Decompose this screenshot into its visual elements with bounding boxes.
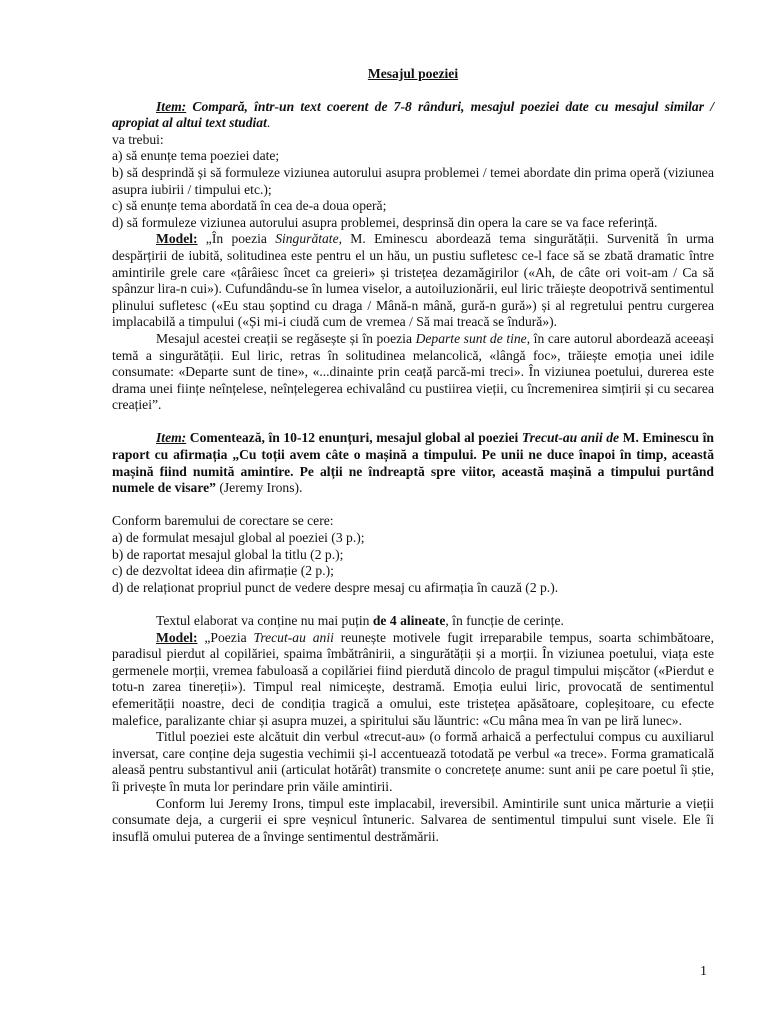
model1-poem-title: Singurătate, bbox=[275, 231, 343, 247]
page-number: 1 bbox=[700, 964, 707, 979]
model2-label: Model: bbox=[156, 629, 198, 645]
item1-label: Item: bbox=[156, 98, 187, 114]
model2-paragraph-3: Conform lui Jeremy Irons, timpul este implacabil, ireversibil. Amintirile sunt unica mărturie a vieții consumate deja, a curgerii ei spre veșnicul întuneric. Salvarea de sentimentul timpului sunt visele. Ele îi insuflă omului puterea de a învinge sentimentul destrămării. bbox=[112, 795, 714, 844]
item2-text-1: Comentează, în 10-12 enunțuri, mesajul global al poeziei bbox=[186, 430, 522, 446]
requirement-d: d) să formuleze viziunea autorului asupra problemei, desprinsă din opera la care se va face referință. bbox=[112, 214, 658, 230]
item1-paragraph bbox=[112, 99, 714, 132]
spacer bbox=[112, 596, 714, 613]
item2-text-3: M. Eminescu în raport cu afirmația „Cu toții avem câte o mașină a timpului. Pe unii ne duce înapoi în timp, această mașină fiind numită amintire. Pe alții ne îndreaptă spre viitor, această mașină a timpului purtând numele de visare” bbox=[112, 430, 714, 496]
document-page bbox=[112, 66, 714, 845]
requirement-a: a) să enunțe tema poeziei date; bbox=[112, 148, 280, 164]
barem-a: a) de formulat mesajul global al poeziei (3 p.); bbox=[112, 530, 365, 546]
barem-d: d) de relaționat propriul punct de vedere despre mesaj cu afirmația în cauză (2 p.). bbox=[112, 579, 559, 595]
note-a: Textul elaborat va conține nu mai puțin bbox=[156, 613, 373, 628]
model2-paragraph-1 bbox=[112, 630, 714, 730]
item1-end: . bbox=[266, 115, 271, 131]
note-paragraph bbox=[112, 613, 714, 630]
model1-text-a: „În poezia bbox=[197, 231, 276, 247]
item2-paragraph bbox=[112, 430, 714, 496]
model1-paragraph-2 bbox=[112, 331, 714, 414]
item2-label: Item: bbox=[156, 430, 187, 446]
requirements-intro: va trebui: bbox=[112, 131, 164, 147]
model1-paragraph-1 bbox=[112, 231, 714, 331]
requirement-b: b) să desprindă și să formuleze viziunea autorului asupra problemei / temei abordate din prima operă (viziunea asupra iubirii / timpului etc.); bbox=[112, 164, 714, 197]
model2-paragraph-2: Titlul poeziei este alcătuit din verbul «trecut-au» (o formă arhaică a perfectului compus cu auxiliarul inversat, care conține deja sugestia vechimii și-l accentuează totodată pe verbul «a trece». Forma gramaticală aleasă pentru substantivul anii (articulat hotărât) transmite o concretețe anume: sunt anii pe care poetul îi știe, îi privește în muta lor perindare prin văile amintirii. bbox=[112, 729, 714, 794]
barem-intro: Conform baremului de corectare se cere: bbox=[112, 513, 334, 529]
model1-p2-c: , în care autorul abordează aceeași temă a singurătății. Eul liric, retras în solitudinea melancolică, «lângă foc», trăiește emoția unei idile consumate: «Departe sunt de tine», «...dinainte prin ceață parcă-mi treci». În viziunea poetului, durerea este drama unei ființe neînțelese, neînțelegerea echivalând cu pustiirea vieții, cu încremenirea simțirii și cu secarea creației”. bbox=[112, 330, 714, 413]
note-c: , în funcție de cerințe. bbox=[445, 613, 564, 628]
model1-p2-a: Mesajul acestei creații se regăsește și în poezia bbox=[156, 330, 416, 346]
spacer bbox=[112, 414, 714, 431]
barem-b: b) de raportat mesajul global la titlu (2 p.); bbox=[112, 546, 344, 562]
requirement-c: c) să enunțe tema abordată în cea de-a doua operă; bbox=[112, 198, 387, 214]
model1-p2-poem-title: Departe sunt de tine bbox=[415, 330, 527, 346]
model1-label: Model: bbox=[156, 231, 198, 247]
model2-text-c: reunește motivele fugit irreparabile tempus, soarta schimbătoare, paradisul pierdut al copilăriei, spaima îmbătrânirii, a singurătății și a morții. În viziunea poetului, viața este germenele morții, vremea fabuloasă a copilăriei fiind pierdută dincolo de pragul timpului mișcător («Pierdut e totu-n zarea tinereții»). Timpul real nimicește, destramă. Emoția eului liric, provocată de sentimentul efemerității noastre, deci de condiția tragică a omului, este tristețea apăsătoare, copleșitoare, cu efecte malefice, paralizante chiar și asupra muzei, a spiritului său lăuntric: «Cu mâna mea în van pe liră lunec». bbox=[112, 629, 714, 728]
note-b: de 4 alineate bbox=[372, 613, 446, 628]
item1-text: Compară, într-un text coerent de 7-8 rânduri, mesajul poeziei date cu mesajul similar / apropiat al altui text studiat bbox=[112, 98, 714, 131]
spacer bbox=[112, 497, 714, 514]
barem-c: c) de dezvoltat ideea din afirmație (2 p.); bbox=[112, 563, 334, 579]
page-title: Mesajul poeziei bbox=[367, 66, 459, 81]
model2-poem-title: Trecut-au anii bbox=[253, 629, 334, 645]
item2-poem-title: Trecut-au anii de bbox=[521, 430, 620, 446]
model1-text-c: M. Eminescu abordează tema singurătății. Survenită în urma despărțirii de iubită, solitudinea este pentru el un hău, un pustiu sufletesc ce-l face să se zbată dramatic între amintirile grele care «țârâiesc încet ca greieri» și tristețea dezamăgirilor («Ah, de câte ori voit-am / Ca să spânzur lira-n cui»). Cufundându-se în lumea viselor, a autoiluzionării, eul liric trăiește deopotrivă sentimentul plinului sufletesc («Eu stau șoptind cu draga / Mână-n mână, gură-n gură») și al regretului pentru curgerea implacabilă a timpului («Și mi-i ciudă cum de vremea / Să mai treacă se îndură»). bbox=[112, 231, 714, 330]
item2-text-4: (Jeremy Irons). bbox=[215, 480, 303, 496]
model2-text-a: „Poezia bbox=[197, 629, 254, 645]
